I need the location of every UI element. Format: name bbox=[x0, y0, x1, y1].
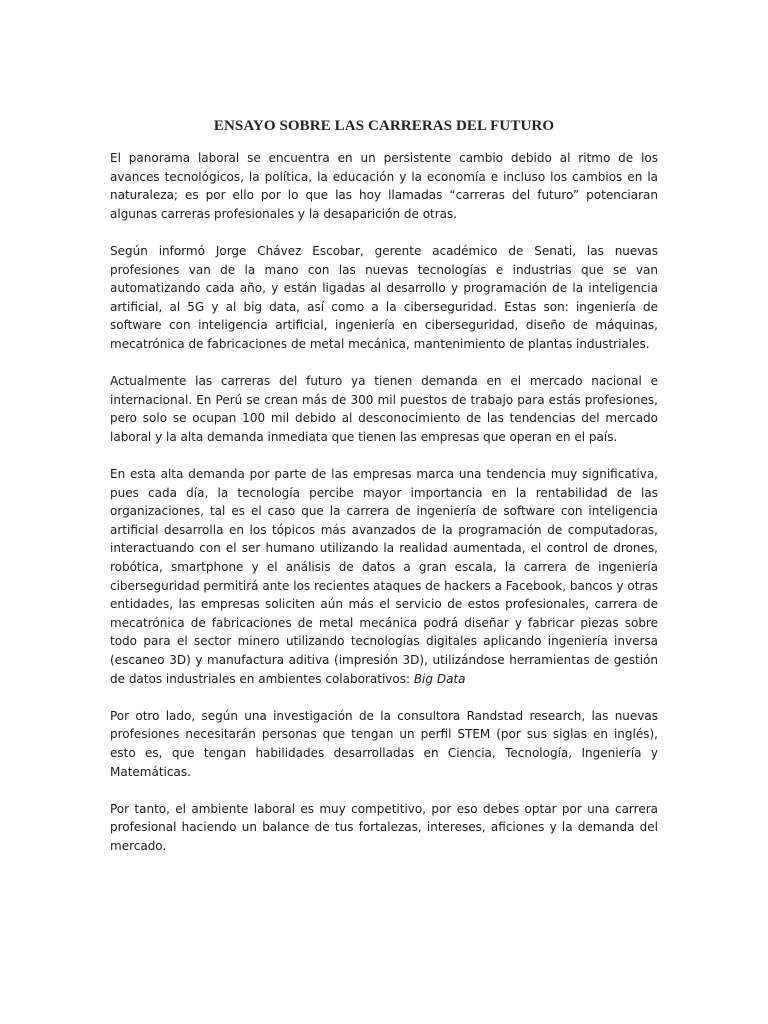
document-title: ENSAYO SOBRE LAS CARRERAS DEL FUTURO bbox=[213, 118, 555, 134]
paragraph-senati bbox=[110, 242, 658, 354]
big-data-link[interactable]: big data bbox=[243, 299, 297, 314]
paragraph-text-before: Según informó Jorge Chávez Escobar, gerente académico de Senati, las nuevas profesiones van de la mano con las nuevas tecnologías e industrias que se van automatizando cada año, y están ligadas al desarrollo y programación de la inteligencia artificial, al 5G y al bbox=[110, 243, 658, 314]
paragraph-demand bbox=[110, 372, 658, 446]
paragraph-conclusion bbox=[110, 800, 658, 856]
big-data-emphasis: Big Data bbox=[413, 671, 466, 686]
paragraph-randstad bbox=[110, 707, 658, 781]
paragraph-text: Por otro lado, según una investigación de la consultora Randstad research, las nuevas profesiones necesitarán personas que tengan un perfil STEM (por sus siglas en inglés), esto es, que tengan habilidades desarrolladas en Ciencia, Tecnología, Ingeniería y Matemáticas. bbox=[110, 708, 658, 779]
document-page bbox=[110, 118, 658, 874]
paragraph-text-after: , así como a la ciberseguridad. Estas son: ingeniería de software con inteligencia artificial, ingeniería en ciberseguridad, diseño de máquinas, mecatrónica de fabricaciones de metal mecánica, mantenimiento de plantas industriales. bbox=[110, 299, 658, 351]
paragraph-text: Actualmente las carreras del futuro ya tienen demanda en el mercado nacional e internacional. En Perú se crean más de 300 mil puestos de trabajo para estás profesiones, pero solo se ocupan 100 mil debido al desconocimiento de las tendencias del mercado laboral y la alta demanda inmediata que tienen las empresas que operan en el país. bbox=[110, 374, 658, 444]
paragraph-intro bbox=[110, 149, 658, 223]
paragraph-companies bbox=[110, 465, 658, 688]
paragraph-text-before: En esta alta demanda por parte de las empresas marca una tendencia muy significativa, pues cada día, la tecnología percibe mayor importancia en la rentabilidad de las organizaciones, tal es el caso que la carrera de ingeniería de software con inteligencia artificial desarrolla en los tópicos más avanzados de la programación de computadoras, interactuando con el ser humano utilizando la realidad aumentada, el control de drones, robótica, smartphone y el análisis de datos a gran escala, la carrera de ingeniería ciberseguridad permitirá ante los recientes ataques de hackers a Facebook, bancos y otras entidades, las empresas soliciten aún más el servicio de estos profesionales, carrera de mecatrónica de fabricaciones de metal mecánica podrá diseñar y fabricar piezas sobre todo para el sector minero utilizando tecnologías digitales aplicando ingeniería inversa (escaneo 3D) y manufactura aditiva (impresión 3D), utilizándose herramientas de gestión de datos industriales en ambientes colaborativos: bbox=[110, 467, 658, 686]
paragraph-text: Por tanto, el ambiente laboral es muy competitivo, por eso debes optar por una carrera profesional haciendo un balance de tus fortalezas, intereses, aficiones y la demanda del mercado. bbox=[110, 801, 658, 853]
paragraph-text: El panorama laboral se encuentra en un persistente cambio debido al ritmo de los avances tecnológicos, la política, la educación y la economía e incluso los cambios en la naturaleza; es por ello por lo que las hoy llamadas “carreras del futuro” potenciaran algunas carreras profesionales y la desaparición de otras. bbox=[110, 151, 658, 221]
